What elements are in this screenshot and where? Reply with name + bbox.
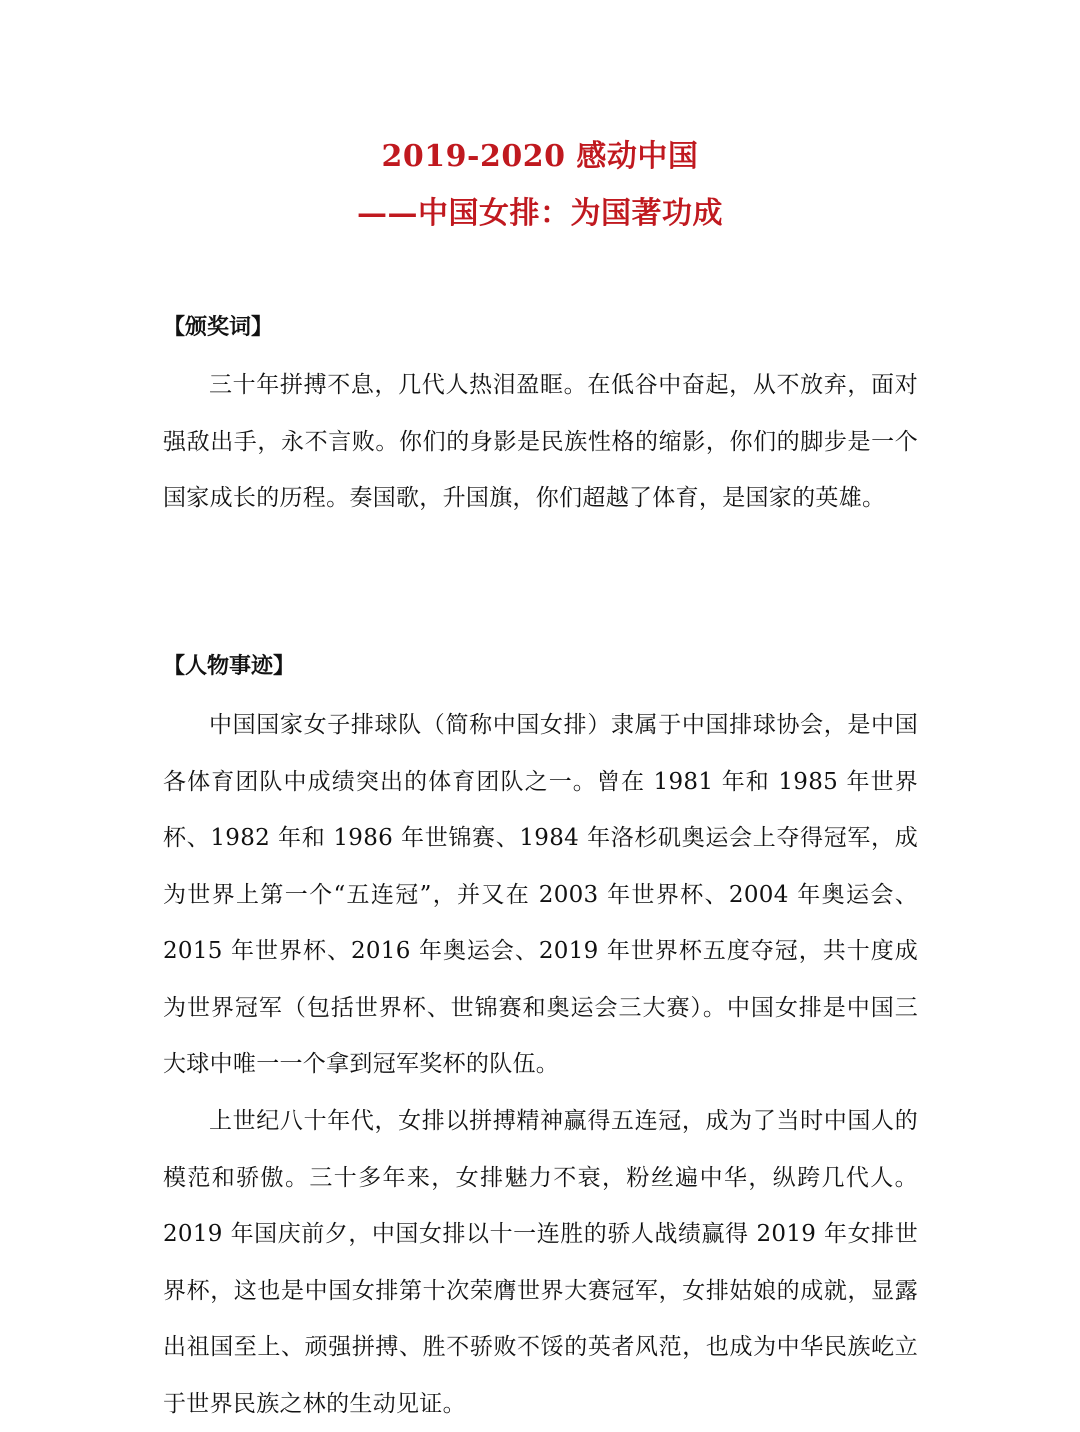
deeds-heading: 【人物事迹】 bbox=[163, 653, 296, 679]
deeds-paragraph-2: 上世纪八十年代，女排以拼搏精神赢得五连冠，成为了当时中国人的模范和骄傲。三十多年来，女排魅力不衰，粉丝遍中华，纵跨几代人。2019 年国庆前夕，中国女排以十一连胜的骄人战绩赢得 2019 年女排世界杯，这也是中国女排第十次荣膺世界大赛冠军，女排姑娘的成就，显露出祖国至上、顽强拼搏、胜不骄败不馁的英者风范，也成为中华民族屹立于世界民族之林的生动见证。 bbox=[163, 1108, 918, 1417]
deeds-paragraph-1: 中国国家女子排球队（简称中国女排）隶属于中国排球协会，是中国各体育团队中成绩突出的体育团队之一。曾在 1981 年和 1985 年世界杯、1982 年和 1986 年世锦赛、1984 年洛杉矶奥运会上夺得冠军，成为世界上第一个“五连冠”，并又在 2003 年世界杯、2004 年奥运会、2015 年世界杯、2016 年奥运会、2019 年世界杯五度夺冠，共十度成为世界冠军（包括世界杯、世锦赛和奥运会三大赛）。中国女排是中国三大球中唯一一个拿到冠军奖杯的队伍。 bbox=[163, 712, 918, 1077]
document-title: 2019-2020 感动中国 bbox=[381, 139, 699, 174]
document-subtitle: ——中国女排：为国著功成 bbox=[357, 196, 723, 231]
award-heading: 【颁奖词】 bbox=[163, 314, 274, 340]
award-paragraph: 三十年拼搏不息，几代人热泪盈眶。在低谷中奋起，从不放弃，面对强敌出手，永不言败。你们的身影是民族性格的缩影，你们的脚步是一个国家成长的历程。奏国歌，升国旗，你们超越了体育，是国家的英雄。 bbox=[163, 372, 918, 511]
